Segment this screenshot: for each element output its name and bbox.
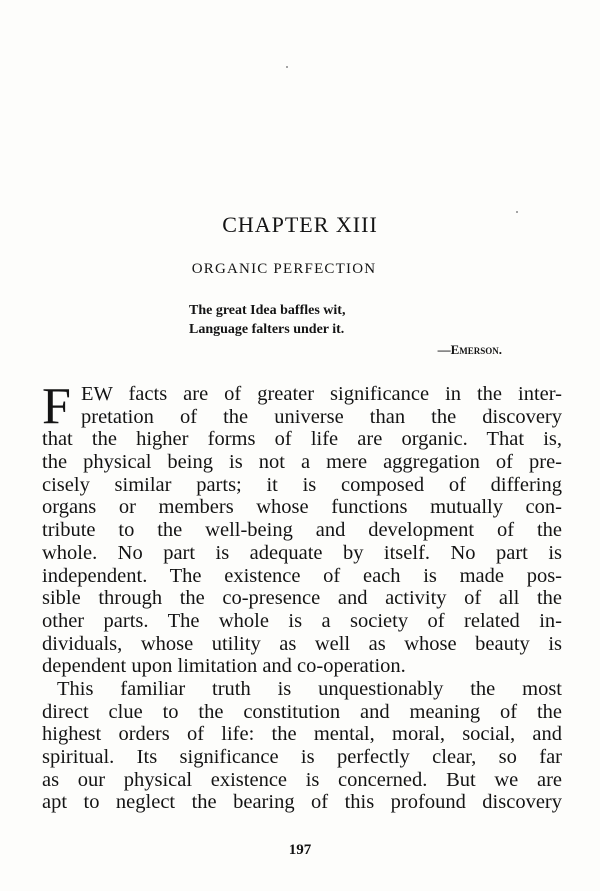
epigraph-line: Language falters under it. — [189, 322, 345, 337]
text-line: as our physical existence is concerned. But we are — [42, 768, 562, 791]
epigraph-attribution: —Emerson. — [437, 342, 502, 357]
scan-speck — [286, 66, 288, 68]
body-text — [42, 378, 562, 814]
text-line: sible through the co-presence and activity of all the — [42, 587, 562, 610]
chapter-heading: CHAPTER XIII — [222, 212, 378, 237]
drop-cap: F — [42, 378, 71, 435]
text-line: cisely similar parts; it is composed of differing — [42, 473, 562, 496]
text-line: apt to neglect the bearing of this profound discovery — [42, 791, 562, 814]
epigraph-line: The great Idea baffles wit, — [189, 303, 346, 318]
text-line: EW facts are of greater significance in the inter- — [81, 383, 562, 405]
chapter-title: ORGANIC PERFECTION — [191, 261, 377, 277]
text-line: the physical being is not a mere aggregation of pre- — [42, 451, 562, 474]
text-line: direct clue to the constitution and meaning of the — [42, 700, 562, 723]
text-line: other parts. The whole is a society of related in- — [42, 609, 562, 632]
page-number: 197 — [288, 842, 312, 858]
text-line: spiritual. Its significance is perfectly clear, so far — [42, 746, 562, 768]
text-line: organs or members whose functions mutually con- — [42, 496, 562, 519]
text-line: pretation of the universe than the discovery — [81, 405, 562, 428]
text-line: dividuals, whose utility as well as whose beauty is — [42, 632, 562, 655]
text-line: tribute to the well-being and development of the — [42, 519, 562, 542]
text-line: that the higher forms of life are organic. That is, — [42, 428, 562, 451]
text-line: whole. No part is adequate by itself. No part is — [42, 541, 562, 564]
text-line: dependent upon limitation and co-operation. — [42, 655, 406, 678]
text-line: independent. The existence of each is made pos- — [42, 564, 562, 587]
text-line: highest orders of life: the mental, moral, social, and — [42, 723, 562, 746]
text-line: This familiar truth is unquestionably the most — [57, 677, 562, 700]
